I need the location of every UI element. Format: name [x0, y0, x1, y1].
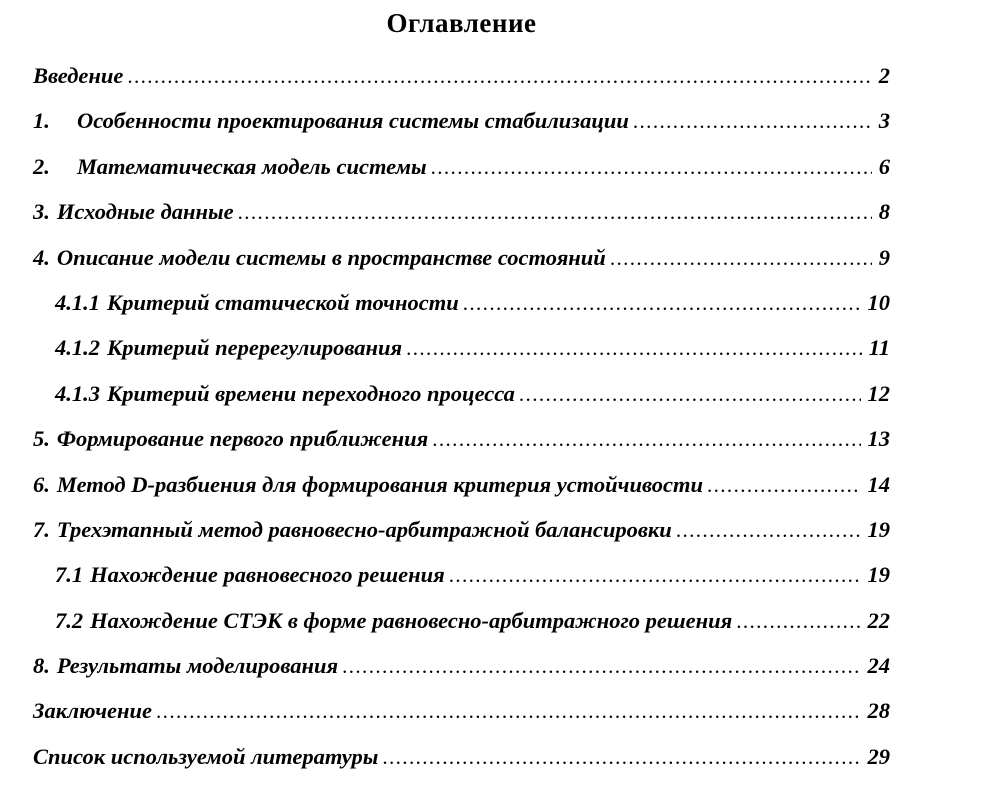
toc-entry-number: 6.	[33, 471, 50, 497]
toc-entry-label: Формирование первого приближения	[56, 426, 429, 452]
toc-entry[interactable]	[33, 325, 890, 370]
toc-entry-page: 19	[867, 516, 890, 542]
toc-entry-page: 22	[867, 607, 890, 633]
toc-entry-number: 4.1.1	[55, 289, 100, 315]
toc-entry-label: Критерий времени переходного процесса	[107, 380, 515, 406]
toc-entry-page: 10	[867, 289, 890, 315]
toc-entry-label: Трехэтапный метод равновесно-арбитражной балансировки	[56, 516, 672, 542]
toc-entry-page: 14	[867, 471, 890, 497]
toc-dot-leader	[515, 371, 861, 417]
toc-dot-leader	[338, 643, 860, 689]
toc-dot-leader	[402, 325, 862, 371]
toc-entry-page: 9	[878, 244, 890, 270]
toc-entry-page: 28	[867, 698, 890, 724]
toc-dot-leader	[672, 507, 861, 553]
toc-entry-page: 13	[867, 426, 890, 452]
toc-entry-page: 19	[867, 562, 890, 588]
toc-entry[interactable]	[33, 734, 890, 779]
toc-entry[interactable]	[33, 598, 890, 643]
toc-entry[interactable]	[33, 643, 890, 688]
toc-entry-number: 4.1.3	[55, 380, 100, 406]
toc-entry-number: 4.	[33, 244, 50, 270]
toc-entry[interactable]	[33, 552, 890, 597]
toc-dot-leader	[123, 53, 871, 99]
toc-entry[interactable]	[33, 416, 890, 461]
toc-entry-label: Метод D-разбиения для формирования критерия устойчивости	[56, 471, 703, 497]
toc-entry-number: 2.	[33, 153, 50, 179]
toc-dot-leader	[378, 734, 860, 780]
toc-dot-leader	[629, 98, 872, 144]
toc-dot-leader	[459, 280, 861, 326]
toc-dot-leader	[427, 144, 872, 190]
toc-entry-number: 7.	[33, 516, 50, 542]
toc-entry-number: 4.1.2	[55, 335, 100, 361]
toc-entry-page: 11	[868, 335, 890, 361]
toc-entry-number: 1.	[33, 108, 50, 134]
toc-entry[interactable]	[33, 688, 890, 733]
toc-entry-number: 8.	[33, 653, 50, 679]
toc-entry-page: 6	[878, 153, 890, 179]
toc-entry-label: Исходные данные	[56, 199, 234, 225]
toc-entry-page: 8	[878, 199, 890, 225]
toc-entry[interactable]	[33, 235, 890, 280]
toc-entry-label: Заключение	[33, 698, 153, 724]
toc-entry[interactable]	[33, 371, 890, 416]
toc-dot-leader	[428, 416, 860, 462]
toc-entry[interactable]	[33, 53, 890, 98]
toc-entry[interactable]	[33, 189, 890, 234]
toc-list	[33, 53, 890, 779]
toc-entry[interactable]	[33, 507, 890, 552]
toc-entry-page: 29	[867, 743, 890, 769]
toc-entry[interactable]	[33, 98, 890, 143]
toc-entry-number: 7.2	[55, 607, 84, 633]
toc-entry[interactable]	[33, 462, 890, 507]
toc-entry-label: Список используемой литературы	[33, 743, 379, 769]
toc-entry-number: 5.	[33, 426, 50, 452]
toc-entry-page: 12	[867, 380, 890, 406]
toc-entry-label: Математическая модель системы	[77, 153, 427, 179]
toc-entry-label: Нахождение равновесного решения	[90, 562, 445, 588]
toc-entry-page: 3	[878, 108, 890, 134]
toc-entry-number: 7.1	[55, 562, 84, 588]
toc-dot-leader	[732, 598, 860, 644]
toc-title: Оглавление	[386, 8, 537, 38]
toc-entry-label: Особенности проектирования системы стабилизации	[77, 108, 629, 134]
toc-entry-label: Результаты моделирования	[56, 653, 339, 679]
toc-dot-leader	[703, 462, 861, 508]
toc-entry-label: Критерий перерегулирования	[107, 335, 403, 361]
toc-dot-leader	[445, 552, 861, 598]
toc-entry-page: 2	[878, 63, 890, 88]
toc-entry-label: Введение	[33, 63, 124, 88]
toc-entry[interactable]	[33, 144, 890, 189]
toc-dot-leader	[234, 189, 872, 235]
toc-entry-label: Критерий статической точности	[107, 289, 459, 315]
toc-entry-page: 24	[867, 653, 890, 679]
toc-dot-leader	[606, 235, 872, 281]
toc-entry-label: Нахождение СТЭК в форме равновесно-арбитражного решения	[90, 607, 733, 633]
toc-entry-number: 3.	[33, 199, 50, 225]
toc-entry[interactable]	[33, 280, 890, 325]
toc-entry-label: Описание модели системы в пространстве состояний	[56, 244, 606, 270]
toc-dot-leader	[152, 688, 860, 734]
